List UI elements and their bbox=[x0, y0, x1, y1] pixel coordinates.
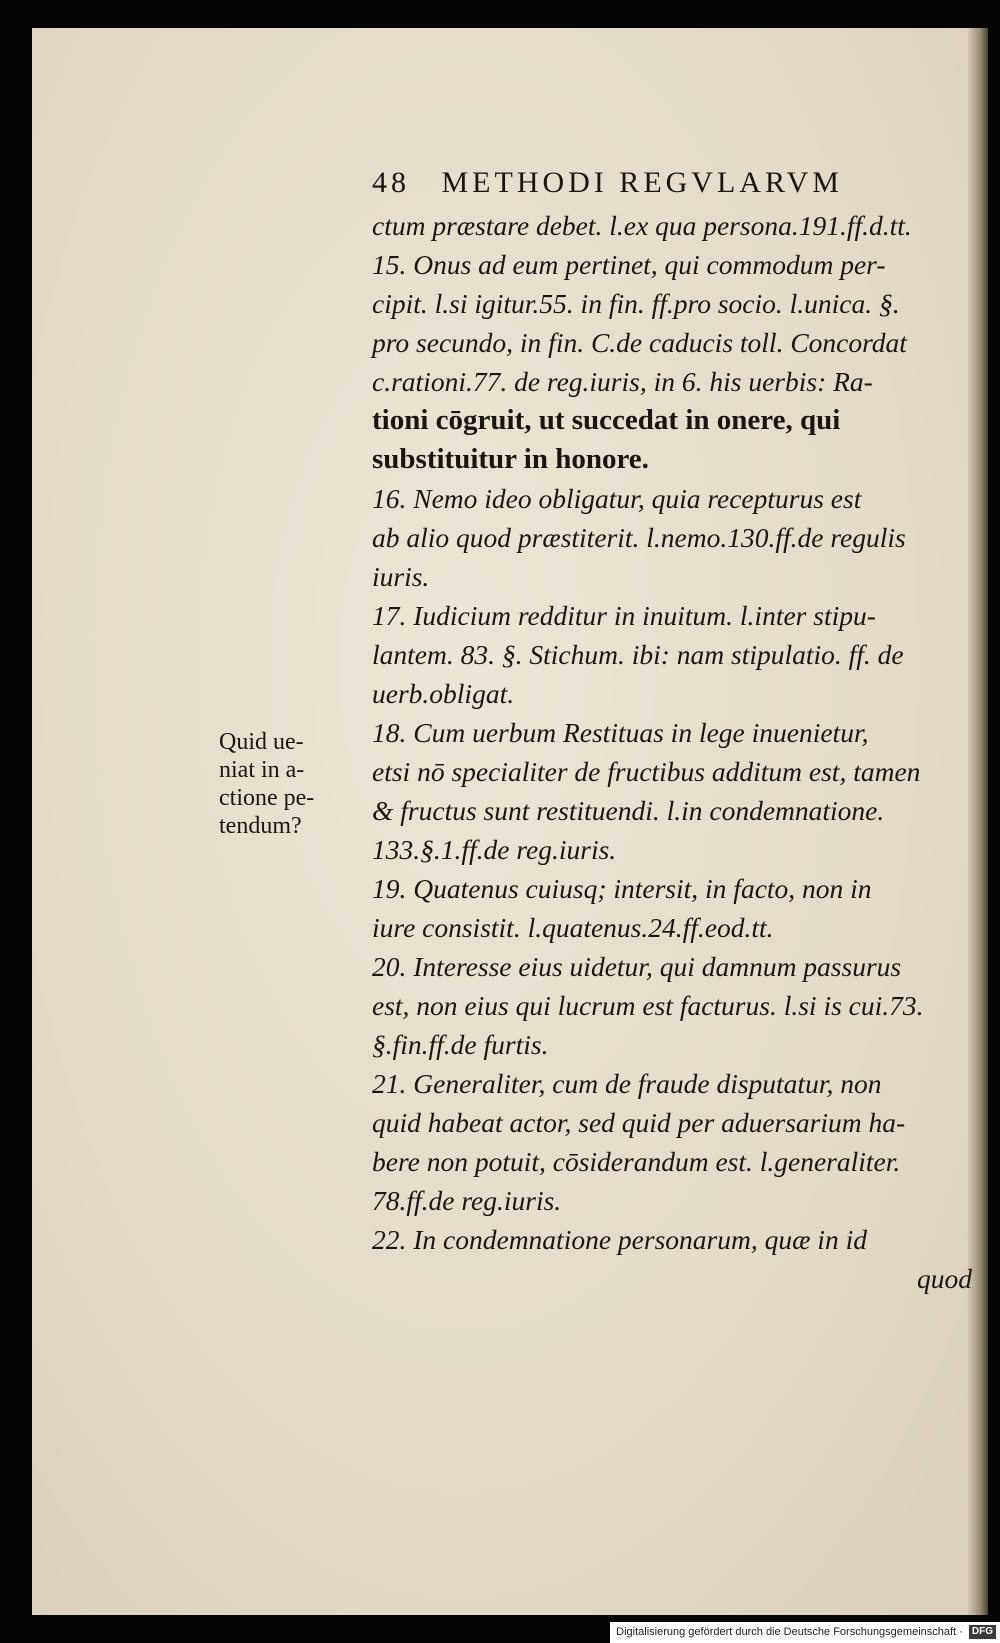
text-line: substituitur in honore. bbox=[372, 443, 649, 475]
marginal-note-line: niat in a- bbox=[219, 757, 305, 783]
marginal-note bbox=[219, 728, 314, 840]
text-line: bere non potuit, cōsiderandum est. l.generaliter. bbox=[372, 1146, 901, 1177]
text-line: lantem. 83. §. Stichum. ibi: nam stipulatio. ff. de bbox=[372, 639, 904, 670]
text-line: pro secundo, in fin. C.de caducis toll. Concordat bbox=[372, 327, 907, 358]
text-line: & fructus sunt restituendi. l.in condemnatione. bbox=[372, 795, 885, 826]
marginal-note-line: tendum? bbox=[219, 813, 302, 839]
text-line: 78.ff.de reg.iuris. bbox=[372, 1185, 562, 1216]
text-line: 15. Onus ad eum pertinet, qui commodum per- bbox=[372, 249, 886, 280]
dfg-logo: DFG bbox=[969, 1625, 996, 1639]
marginal-note-line: Quid ue- bbox=[219, 729, 304, 755]
text-line: 16. Nemo ideo obligatur, quia recepturus est bbox=[372, 483, 862, 514]
running-title: METHODI REGVLARVM bbox=[441, 166, 843, 199]
text-line: est, non eius qui lucrum est facturus. l.si is cui.73. bbox=[372, 990, 924, 1021]
text-line: 22. In condemnatione personarum, quæ in id bbox=[372, 1224, 867, 1255]
text-line: cipit. l.si igitur.55. in fin. ff.pro socio. l.unica. §. bbox=[372, 288, 900, 319]
text-line: quod bbox=[917, 1263, 972, 1294]
marginal-note-line: ctione pe- bbox=[219, 785, 315, 811]
page-number: 48 bbox=[372, 166, 410, 199]
text-line: uerb.obligat. bbox=[372, 678, 515, 709]
footer-credit-bar: Digitalisierung gefördert durch die Deutsche Forschungsgemeinschaft · DFG bbox=[610, 1622, 1000, 1643]
text-line: 18. Cum uerbum Restituas in lege inuenietur, bbox=[372, 717, 869, 748]
text-line: tioni cōgruit, ut succedat in onere, qui bbox=[372, 404, 841, 436]
text-line: ctum præstare debet. l.ex qua persona.191.ff.d.tt. bbox=[372, 210, 912, 241]
text-line: ab alio quod præstiterit. l.nemo.130.ff.de regulis bbox=[372, 522, 906, 553]
text-line: etsi nō specialiter de fructibus additum est, tamen bbox=[372, 756, 921, 787]
text-line: 19. Quatenus cuiusq; intersit, in facto, non in bbox=[372, 873, 872, 904]
text-line: §.fin.ff.de furtis. bbox=[372, 1029, 549, 1060]
text-line: 133.§.1.ff.de reg.iuris. bbox=[372, 834, 617, 865]
text-line: iuris. bbox=[372, 561, 430, 592]
book-page bbox=[32, 28, 988, 1615]
page-header bbox=[372, 166, 843, 200]
text-line: 20. Interesse eius uidetur, qui damnum passurus bbox=[372, 951, 902, 982]
footer-credit: Digitalisierung gefördert durch die Deutsche Forschungsgemeinschaft bbox=[616, 1626, 957, 1638]
text-line: 21. Generaliter, cum de fraude disputatur, non bbox=[372, 1068, 882, 1099]
text-line: iure consistit. l.quatenus.24.ff.eod.tt. bbox=[372, 912, 774, 943]
text-line: c.rationi.77. de reg.iuris, in 6. his uerbis: Ra- bbox=[372, 366, 873, 397]
text-line: 17. Iudicium redditur in inuitum. l.inter stipu- bbox=[372, 600, 876, 631]
body-text bbox=[372, 206, 972, 1298]
text-line: quid habeat actor, sed quid per aduersarium ha- bbox=[372, 1107, 906, 1138]
